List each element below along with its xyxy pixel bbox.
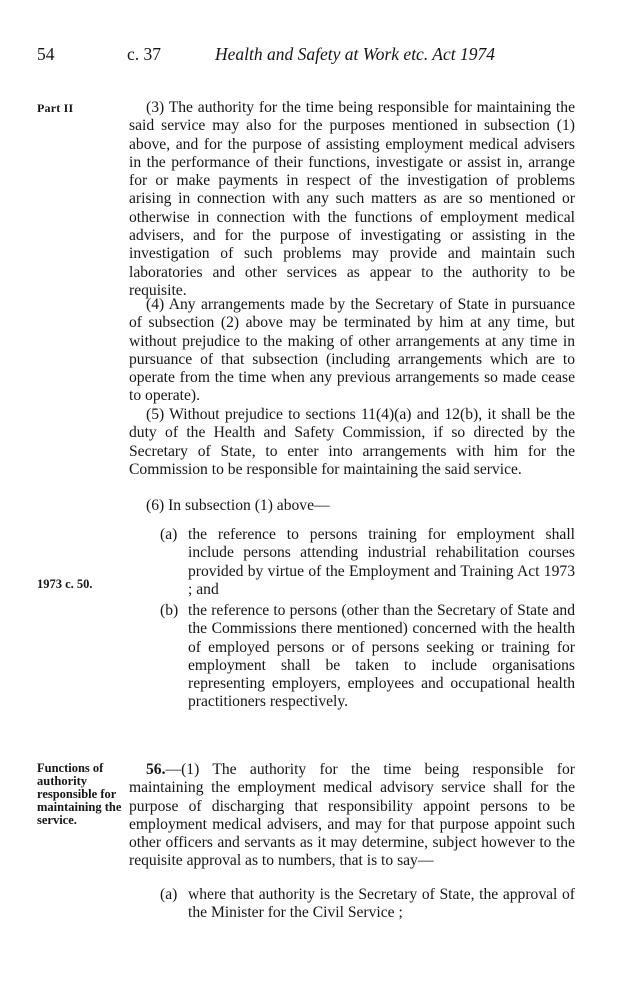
subsection-5 bbox=[129, 406, 575, 479]
item-label: (a) bbox=[160, 886, 178, 903]
running-header bbox=[0, 44, 638, 68]
item-label: (b) bbox=[160, 602, 179, 619]
section-number: 56. bbox=[146, 761, 166, 778]
subsection-4-text: (4) Any arrangements made by the Secretary of State in pursuance of subsection (2) above may be terminated by him at any time, but without prejudice to the making of other arrangements at any time in pursuance of that subsection (including arrangements which are to operate from the time when any previous arrangements so made cease to operate). bbox=[129, 296, 575, 405]
section-56-subsection-1-text: —(1) The authority for the time being responsible for maintaining the employment medical advisory service shall for the purpose of discharging that responsibility appoint persons to be employment medical advisers, and may for that purpose appoint such other officers and servants as it may determine, subject however to the requisite approval as to numbers, that is to say— bbox=[129, 761, 575, 870]
item-text: where that authority is the Secretary of State, the approval of the Minister for the Civil Service ; bbox=[188, 886, 575, 922]
subsection-6-intro-text: (6) In subsection (1) above— bbox=[146, 497, 330, 514]
item-text: the reference to persons training for employment shall include persons attending industrial rehabilitation courses provided by virtue of the Employment and Training Act 1973 ; and bbox=[188, 526, 575, 598]
subsection-6-item-a bbox=[160, 526, 575, 599]
subsection-6-intro bbox=[129, 497, 575, 515]
page-number: 54 bbox=[37, 44, 55, 64]
subsection-5-text: (5) Without prejudice to sections 11(4)(a) and 12(b), it shall be the duty of the Health and Safety Commission, if so directed by the Secretary of State, to enter into arrangements with him for the Commission to be responsible for maintaining the said service. bbox=[129, 406, 575, 478]
margin-act-reference: 1973 c. 50. bbox=[37, 577, 93, 591]
subsection-4 bbox=[129, 296, 575, 406]
item-label: (a) bbox=[160, 526, 178, 543]
item-text: the reference to persons (other than the Secretary of State and the Commissions there mentioned) concerned with the health of employed persons or of persons seeking or training for employment shall be taken to include organisations representing employers, employees and occupational health practitioners respectively. bbox=[188, 602, 575, 711]
subsection-3 bbox=[129, 99, 575, 300]
part-marker: Part II bbox=[37, 101, 74, 115]
section-56-subsection-1 bbox=[129, 761, 575, 871]
chapter-reference: c. 37 bbox=[127, 44, 162, 64]
section-side-note: Functions of authority responsible for maintaining the service. bbox=[37, 761, 122, 827]
act-title: Health and Safety at Work etc. Act 1974 bbox=[215, 44, 495, 64]
section-56-text bbox=[129, 761, 575, 871]
subsection-6-item-b bbox=[160, 602, 575, 712]
section-56-item-a bbox=[160, 886, 575, 923]
subsection-3-text: (3) The authority for the time being responsible for maintaining the said service may also for the purposes mentioned in subsection (1) above, and for the purpose of assisting employment medical advisers in the performance of their functions, investigate or assist in, arrange for or make payments in respect of the investigation of problems arising in connection with any such matters as are so mentioned or otherwise in connection with the functions of employment medical advisers, and for the purpose of investigating or assisting in the investigation of such problems may provide and maintain such laboratories and other services as appear to the authority to be requisite. bbox=[129, 99, 575, 299]
